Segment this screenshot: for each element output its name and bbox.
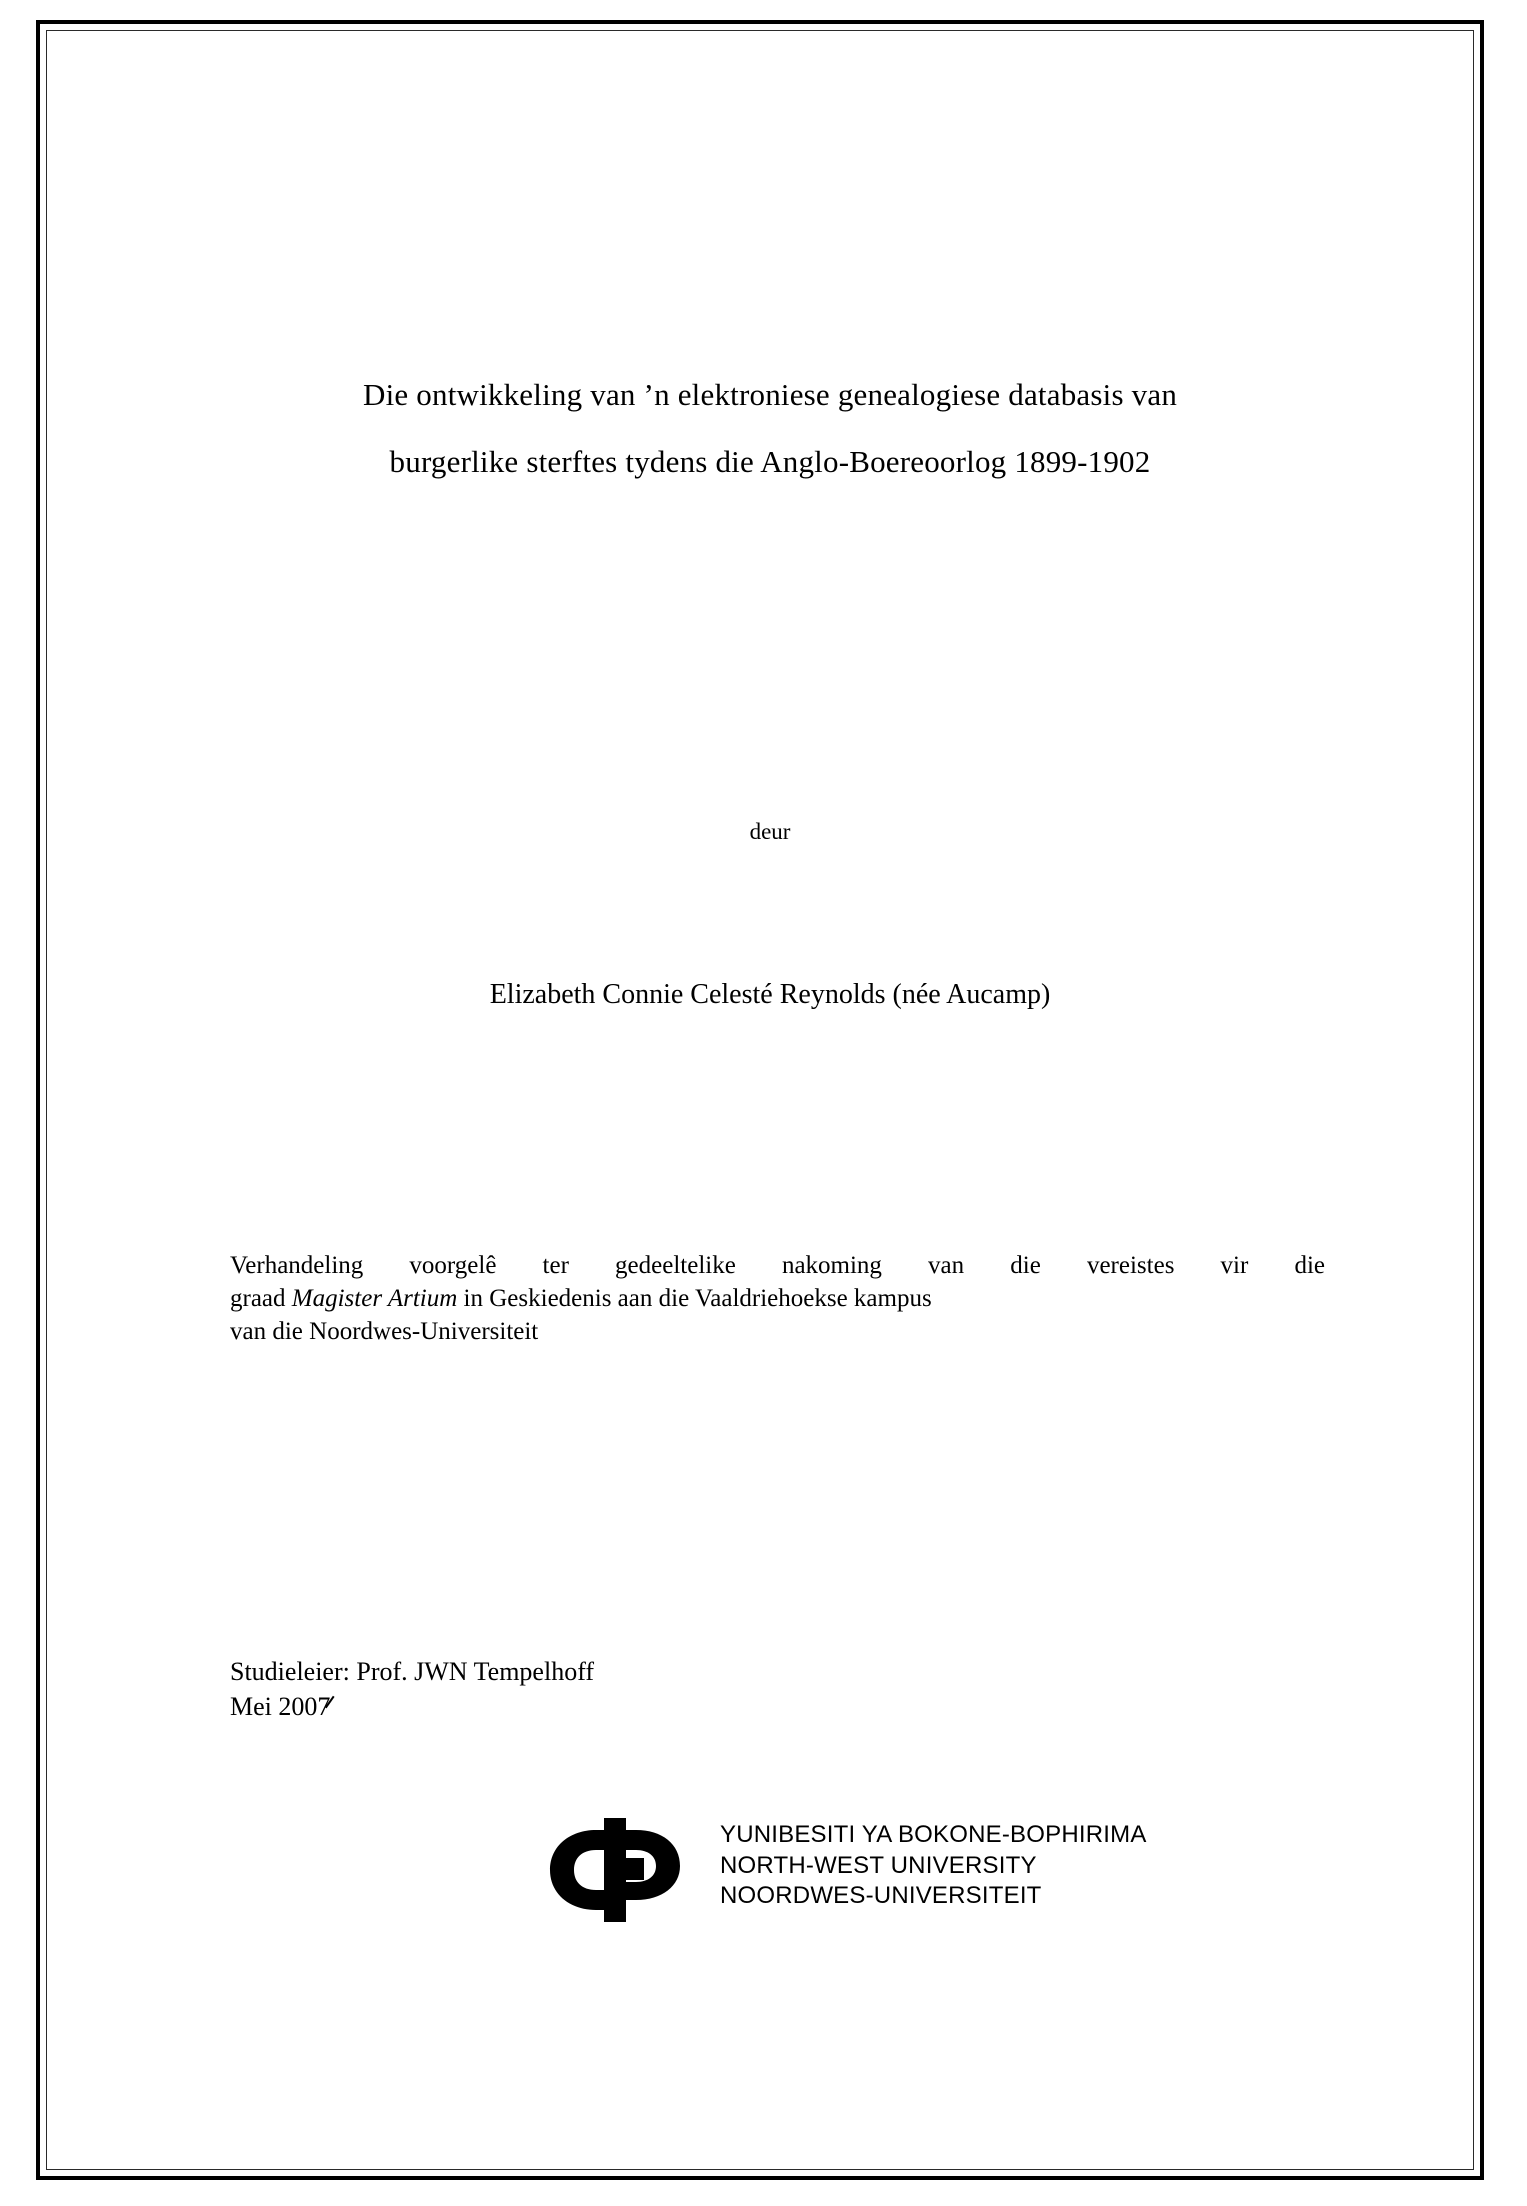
degree-statement-line-2-pre: graad (230, 1285, 292, 1312)
logo-text-line-3: NOORDWES-UNIVERSITEIT (720, 1882, 1042, 1910)
title-line-2: burgerlike sterftes tydens die Anglo-Boereoorlog 1899-1902 (389, 444, 1151, 479)
title-line-1: Die ontwikkeling van ’n elektroniese genealogiese databasis van (362, 377, 1178, 412)
thesis-title (210, 379, 1330, 477)
page-border-frame (36, 20, 1484, 2180)
date-line (230, 1689, 330, 1724)
university-logo-block (530, 1814, 1250, 1934)
title-page-content (190, 24, 1350, 2176)
north-west-university-logo-icon (530, 1818, 710, 1922)
degree-name-italic: Magister Artium (291, 1285, 458, 1312)
logo-text-line-2: NORTH-WEST UNIVERSITY (720, 1851, 1037, 1879)
degree-statement-line-1: Verhandeling voorgelê ter gedeeltelike nakoming van die vereistes vir die (230, 1252, 1325, 1279)
degree-statement-line-3: van die Noordwes-Universiteit (230, 1318, 539, 1345)
degree-statement-line-2 (230, 1282, 1325, 1315)
date-text: Mei 2007 (230, 1692, 331, 1722)
degree-statement-line-2-post: in Geskiedenis aan die Vaaldriehoekse kampus (457, 1285, 932, 1312)
degree-statement (230, 1249, 1325, 1348)
supervisor-line: Studieleier: Prof. JWN Tempelhoff (230, 1657, 595, 1686)
logo-text-line-1: YUNIBESITI YA BOKONE-BOPHIRIMA (720, 1821, 1147, 1848)
by-label: deur (749, 819, 791, 844)
supervisor-and-date (230, 1654, 1230, 1724)
author-name: Elizabeth Connie Celesté Reynolds (née Aucamp) (489, 979, 1051, 1010)
university-logo-text (720, 1820, 1147, 1912)
